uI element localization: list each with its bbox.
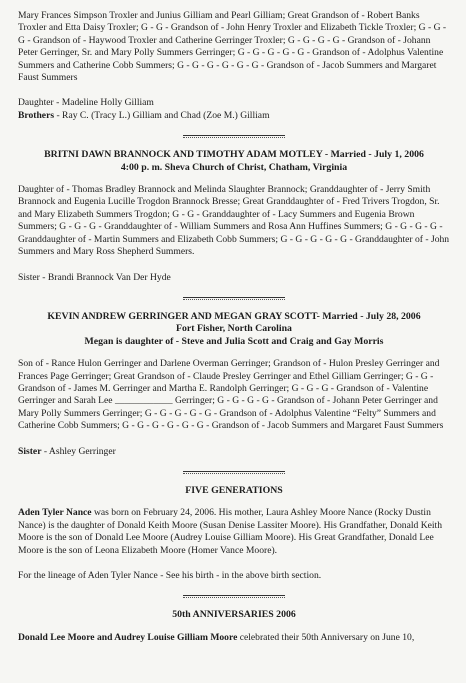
anniversaries-names: Donald Lee Moore and Audrey Louise Gilliam Moore (18, 631, 238, 643)
anniversaries-heading: 50th ANNIVERSARIES 2006 (172, 609, 296, 621)
daughter-line (18, 97, 450, 109)
gerringer-sister-line (18, 446, 450, 458)
generations-body (18, 507, 450, 557)
gerringer-subheading-2: Megan is daughter of - Steve and Julia Scott and Craig and Gay Morris (84, 335, 384, 347)
brannock-sister: Sister - Brandi Brannock Van Der Hyde (18, 271, 171, 283)
gerringer-sister-text: - Ashley Gerringer (41, 445, 116, 457)
section-divider (183, 297, 285, 298)
section-divider (183, 595, 285, 596)
brothers-label: Brothers (18, 109, 55, 121)
gerringer-lineage-part1: Son of - Rance Hulon Gerringer and Darlene Overman Gerringer; Grandson of - Hulon Presley Gerringer and Frances Page Gerringer; Great Grandson of - Claude Presley Gerringer and Ethel Gilliam Gerringer; G - G - Grandson of - James M. Gerringer and Martha E. Randolph Gerringer; G - G - G - Grandson of - Valentine Gerringer and Sarah Lee (18, 358, 440, 407)
gerringer-lineage-blank: ____________ (114, 395, 173, 407)
gerringer-sister-label: Sister (18, 445, 42, 457)
opening-lineage: Mary Frances Simpson Troxler and Junius Gilliam and Pearl Gilliam; Great Grandson of - Robert Banks Troxler and Etta Daisy Troxler; G - G - Grandson of - John Henry Troxler and Elizabeth Tickle Troxler; G - G - G - Grandson of - Haywood Troxler and Catherine Gerringer Troxler; G - G - G - G - Grandson of - Johann Peter Gerringer, Sr. and Mary Polly Summers Gerringer; G - G - G - G - G - Grandson of - Adolphus Valentine Summers and Catherine Cobb Summers; G - G - G - G - G - G - Grandson of - Jacob Summers and Margaret Faust Summers (18, 10, 447, 84)
generations-note: For the lineage of Aden Tyler Nance - See his birth - in the above birth section. (18, 570, 322, 581)
gerringer-subheading: Fort Fisher, North Carolina (176, 323, 292, 335)
section-divider (183, 135, 285, 136)
generations-text: was born on February 24, 2006. His mother, Laura Ashley Moore Nance (Rocky Dustin Nance) is the daughter of Donald Keith Moore (Susan Denise Lassiter Moore). His Grandfather, Donald Keith Moore is the son of Donald Lee Moore (Audrey Louise Gilliam Moore). His Great Grandfather, Donald Lee Moore is the son of Leona Elizabeth Moore (Homer Vance Moore). (18, 507, 443, 556)
anniversaries-text: celebrated their 50th Anniversary on June 10, (237, 631, 415, 643)
gerringer-lineage (18, 358, 450, 432)
gerringer-lineage-part2: Gerringer; G - G - G - G - Grandson of - Johann Peter Gerringer and Mary Polly Summers Gerringer; G - G - G - G - G - Grandson of - Adolphus Valentine “Felty” Summers and Catherine Cobb Summers; G - G - G - G - G - G - Grandson of - Jacob Summers and Margaret Faust Summers (18, 395, 444, 432)
section-divider (183, 471, 285, 472)
generations-heading: FIVE GENERATIONS (185, 484, 283, 496)
generations-name: Aden Tyler Nance (18, 507, 92, 519)
brannock-lineage: Daughter of - Thomas Bradley Brannock and Melinda Slaughter Brannock; Granddaughter of - Jerry Smith Brannock and Eugenia Lucille Trogdon Brannock Bresse; Great Granddaughter of - Fred Trivers Trogdon, Sr. and Mary Elizabeth Summers Trogdon; G - G - Granddaughter of - Lacy Summers and Eugenia Brown Summers; G - G - G - Granddaughter of - William Summers and Rosa Ann Huffines Summers; G - G - G - G - Granddaughter of - Martin Summers and Elizabeth Cobb Summers; G - G - G - G - G - Granddaughter of - John Summers and Mary Ross Shepherd Summers. (18, 184, 450, 258)
gerringer-heading: KEVIN ANDREW GERRINGER AND MEGAN GRAY SCOTT- Married - July 28, 2006 (47, 310, 421, 322)
daughter-text: - Madeline Holly Gilliam (53, 97, 154, 109)
anniversaries-line (18, 632, 450, 644)
brannock-heading: BRITNI DAWN BRANNOCK AND TIMOTHY ADAM MOTLEY - Married - July 1, 2006 (44, 149, 424, 161)
brannock-subheading: 4:00 p. m. Sheva Church of Christ, Chatham, Virginia (120, 161, 348, 173)
brothers-line (18, 110, 450, 122)
daughter-label: Daughter (18, 97, 54, 109)
brothers-text: - Ray C. (Tracy L.) Gilliam and Chad (Zoe M.) Gilliam (54, 109, 270, 121)
